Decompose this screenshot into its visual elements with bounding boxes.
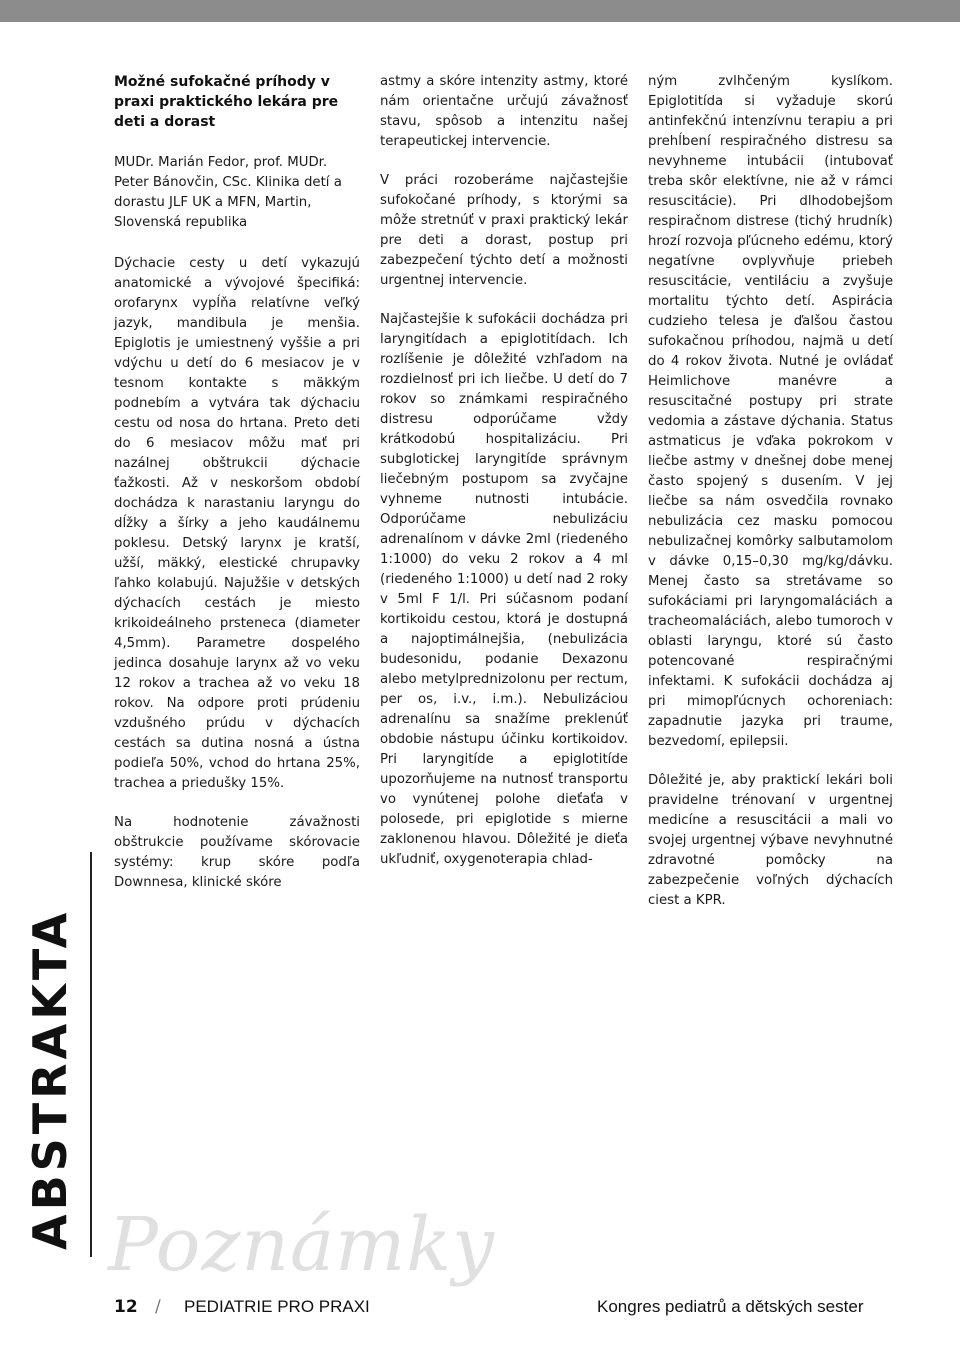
paragraph: ným zvlhčeným kyslíkom. Epiglotitída si vyžaduje skorú antinfekčnú intenzívnu terapiu a pri prehĺbení respiračného distresu sa nevyhneme intubácii (intubovať treba skôr elektívne, nie až v rámci resuscitácie). Pri dlhodobejšom respiračnom distrese (tichý hrudník) hrozí rozvoja pľúcneho edému, ktorý negatívne ovplyvňuje priebeh resuscitácie, ventiláciu a zvyšuje mortalitu týchto detí. Aspirácia cudzieho telesa je ďalšou častou sufokačnou príhodou, najmä u detí do 4 rokov života. Nutné je ovládať Heimlichove manévre a resuscitačné postupy pri strate vedomia a zástave dýchania. Status astmaticus je vďaka pokrokom v liečbe astmy v dnešnej dobe menej často spojený s dusením. V jej liečbe sa nám osvedčila rovnako nebulizácia cez masku pomocou nebulizačnej komôrky salbutamolom v dávke 0,15–0,30 mg/kg/dávku. Menej často sa stretávame so sufokáciami pri laryngomaláciách a tracheomaláciách, alebo tumoroch v oblasti laryngu, ktoré sú často potencované respiračnými infektami. K sufokácii dochádza aj pri mimopľúcnych ochoreniach: zapadnutie jazyka pri traume, bezvedomí, epilepsii. [648, 74, 893, 749]
page-number: 12 [114, 1297, 138, 1317]
paragraph: astmy a skóre intenzity astmy, ktoré nám orientačne určujú závažnosť stavu, spôsob a intenzitu našej terapeutickej intervencie. [380, 74, 628, 149]
section-label: ABSTRAKTA [23, 908, 77, 1250]
top-bar [0, 0, 960, 22]
paragraph: Dýchacie cesty u detí vykazujú anatomické a vývojové špecifiká: orofarynx vypĺňa relatívne veľký jazyk, mandibula je menšia. Epiglotis je umiestnený vyššie a pri vdýchu u detí do 6 mesiacov je v tesnom kontakte s mäkkým podnebím a vytvára tak dýchaciu cestu od nosa do hrtana. Preto deti do 6 mesiacov môžu mať pri nazálnej obštrukcii dýchacie ťažkosti. Až v neskoršom období dochádza k narastaniu laryngu do dĺžky a šírky a jeho kaudálnemu poklesu. Detský larynx je kratší, užší, mäkký, elestické chrupavky ľahko kolabujú. Najužšie v detských dýchacích cestách je miesto krikoideálneho prsteneca (diameter 4,5mm). Parametre dospelého jedinca dosahuje larynx až vo veku 12 rokov a trachea až vo veku 18 rokov. Na odpore proti prúdeniu vzdušného prúdu v dýchacích cestách sa dutina nosná a ústna podieľa 50%, vchod do hrtana 25%, trachea a priedušky 15%. [114, 256, 360, 791]
article-title: Možné sufokačné príhody v praxi praktického lekára pre deti a dorast [114, 74, 339, 130]
article-authors [114, 153, 360, 233]
author-names: MUDr. Marián Fedor, prof. MUDr. Peter Bánovčin, CSc. [114, 155, 328, 190]
column-3 [648, 72, 893, 930]
paragraph: Najčastejšie k sufokácii dochádza pri laryngitídach a epiglotitídach. Ich rozlíšenie je dôležité vzhľadom na rozdielnosť pri ich liečbe. U detí do 7 rokov so známkami respiračného distresu odporúčame vždy krátkodobú hospitalizáciu. Pri subglotickej laryngitíde správnym liečebným postupom sa zvyčajne vyhneme nutnosti intubácie. Odporúčame nebulizáciu adrenalínom v dávke 2ml (riedeného 1:1000) do veku 2 rokov a 4 ml (riedeného 1:1000) u detí nad 2 roky v 5ml F 1/l. Pri súčasnom podaní kortikoidu cestou, ktorá je dostupná a najoptimálnejšia, (nebulizácia budesonidu, podanie Dexazonu alebo metylprednizolonu per rectum, per os, i.v., i.m.). Nebulizáciou adrenalínu sa snažíme preklenúť obdobie nástupu účinku kortikoidov. Pri laryngitíde a epiglotitíde upozorňujeme na nutnosť transportu vo vynútenej polohe dieťaťa v polosede, pri epiglotide s mierne zaklonenou hlavou. Dôležité je dieťa ukľudniť, oxygenoterapia chlad- [380, 312, 628, 867]
congress-name: Kongres pediatrů a dětských sester [597, 1297, 864, 1316]
paragraph: V práci rozoberáme najčastejšie sufokočané príhody, s ktorými sa môže stretnúť v praxi praktický lekár pre deti a dorast, postup pri zabezpečení týchto detí a možnosti urgentnej intervencie. [380, 173, 628, 288]
notes-heading: Poznámky [108, 1202, 495, 1288]
journal-name: PEDIATRIE PRO PRAXI [184, 1297, 370, 1316]
column-2 [380, 72, 628, 889]
footer-separator: / [155, 1297, 161, 1317]
margin-divider-line [90, 852, 92, 1257]
paragraph: Dôležité je, aby praktickí lekári boli pravidelne trénovaní v urgentnej medicíne a resuscitácii a mali vo svojej urgentnej výbave nevyhnutné zdravotné pomôcky na zabezpečenie voľných dýchacích ciest a KPR. [648, 773, 893, 908]
paragraph: Na hodnotenie závažnosti obštrukcie používame skórovacie systémy: krup skóre podľa Downnesa, klinické skóre [114, 815, 360, 890]
column-1 [114, 72, 360, 912]
author-affiliation: Klinika detí a dorastu JLF UK a MFN, Martin, Slovenská republika [114, 175, 342, 230]
